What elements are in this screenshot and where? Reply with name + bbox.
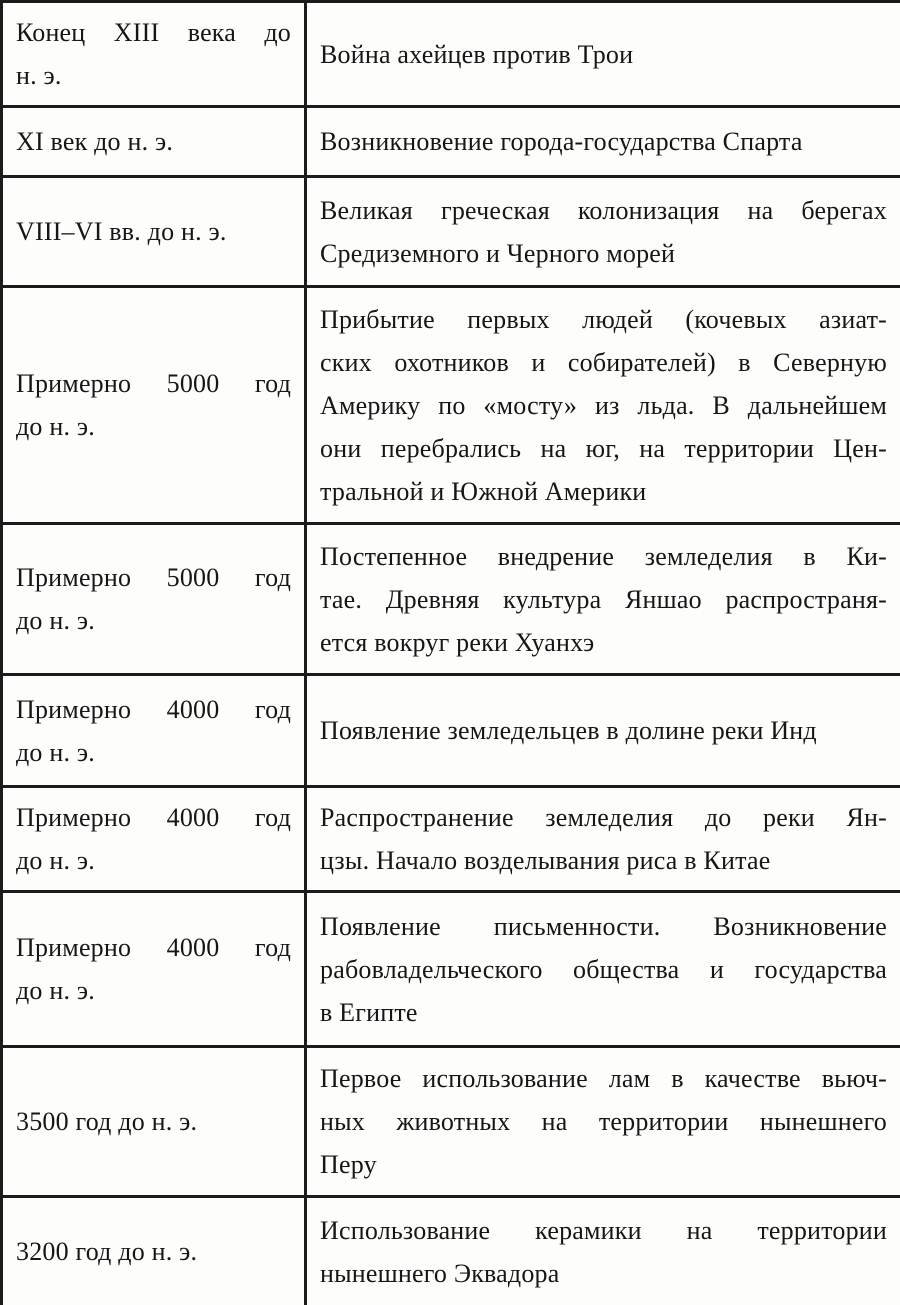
text-line: Война ахейцев против Трои [320, 39, 634, 69]
text-line: н. э. [16, 61, 62, 90]
date-cell [2, 107, 306, 177]
text-line: Использование керамики на территории [320, 1215, 887, 1245]
table-row [2, 675, 900, 787]
text-line: они перебрались на юг, на территории Цен- [320, 433, 887, 463]
table-row [2, 287, 900, 524]
text-line: Примерно 5000 год [16, 369, 291, 398]
table-row [2, 787, 900, 892]
event-cell [306, 524, 900, 675]
text-line: 3200 год до н. э. [16, 1237, 198, 1266]
date-cell [2, 2, 306, 107]
event-cell [306, 177, 900, 287]
text-line: Примерно 4000 год [16, 933, 291, 962]
date-cell [2, 1047, 306, 1197]
text-line: до н. э. [16, 606, 95, 635]
event-cell [306, 1047, 900, 1197]
text-line: тральной и Южной Америки [320, 476, 647, 506]
text-line: цзы. Начало возделывания риса в Китае [320, 846, 771, 875]
text-line: нынешнего Эквадора [320, 1258, 560, 1288]
text-line: Примерно 4000 год [16, 803, 291, 832]
text-line: Появление письменности. Возникновение [320, 911, 887, 941]
text-line: Перу [320, 1150, 377, 1179]
text-line: Конец XIII века до [16, 18, 291, 47]
date-cell [2, 892, 306, 1047]
text-line: в Египте [320, 997, 418, 1027]
table-row [2, 107, 900, 177]
event-cell [306, 2, 900, 107]
chronology-table-body [2, 2, 900, 1305]
text-line: до н. э. [16, 846, 95, 875]
date-cell [2, 287, 306, 524]
text-line: Примерно 5000 год [16, 563, 291, 592]
event-cell [306, 892, 900, 1047]
text-line: Великая греческая колонизация на берегах [320, 195, 887, 225]
table-row [2, 1197, 900, 1305]
event-cell [306, 787, 900, 892]
table-row [2, 892, 900, 1047]
text-line: до н. э. [16, 412, 95, 441]
text-line: Первое использование лам в качестве вьюч- [320, 1064, 887, 1093]
event-cell [306, 287, 900, 524]
text-line: ных животных на территории нынешнего [320, 1107, 887, 1136]
text-line: тае. Древняя культура Яншао распространя- [320, 584, 887, 614]
text-line: Средиземного и Черного морей [320, 238, 676, 268]
text-line: Прибытие первых людей (кочевых азиат- [320, 304, 887, 334]
text-line: Примерно 4000 год [16, 694, 291, 724]
date-cell [2, 1197, 306, 1305]
event-cell [306, 675, 900, 787]
text-line: ется вокруг реки Хуанхэ [320, 627, 595, 657]
text-line: 3500 год до н. э. [16, 1107, 198, 1136]
event-cell [306, 1197, 900, 1305]
date-cell [2, 787, 306, 892]
text-line: до н. э. [16, 976, 95, 1005]
date-cell [2, 675, 306, 787]
table-row [2, 524, 900, 675]
table-row [2, 177, 900, 287]
text-line: ских охотников и собирателей) в Северную [320, 347, 887, 377]
text-line: до н. э. [16, 737, 95, 767]
text-line: Появление земледельцев в долине реки Инд [320, 716, 817, 745]
table-row [2, 2, 900, 107]
text-line: VIII–VI вв. до н. э. [16, 217, 227, 246]
text-line: Возникновение города-государства Спарта [320, 127, 803, 156]
event-cell [306, 107, 900, 177]
table-row [2, 1047, 900, 1197]
text-line: XI век до н. э. [16, 127, 174, 156]
text-line: Америку по «мосту» из льда. В дальнейшем [320, 390, 887, 420]
date-cell [2, 524, 306, 675]
date-cell [2, 177, 306, 287]
text-line: рабовладельческого общества и государства [320, 954, 887, 984]
text-line: Распространение земледелия до реки Ян- [320, 803, 887, 832]
text-line: Постепенное внедрение земледелия в Ки- [320, 541, 887, 571]
